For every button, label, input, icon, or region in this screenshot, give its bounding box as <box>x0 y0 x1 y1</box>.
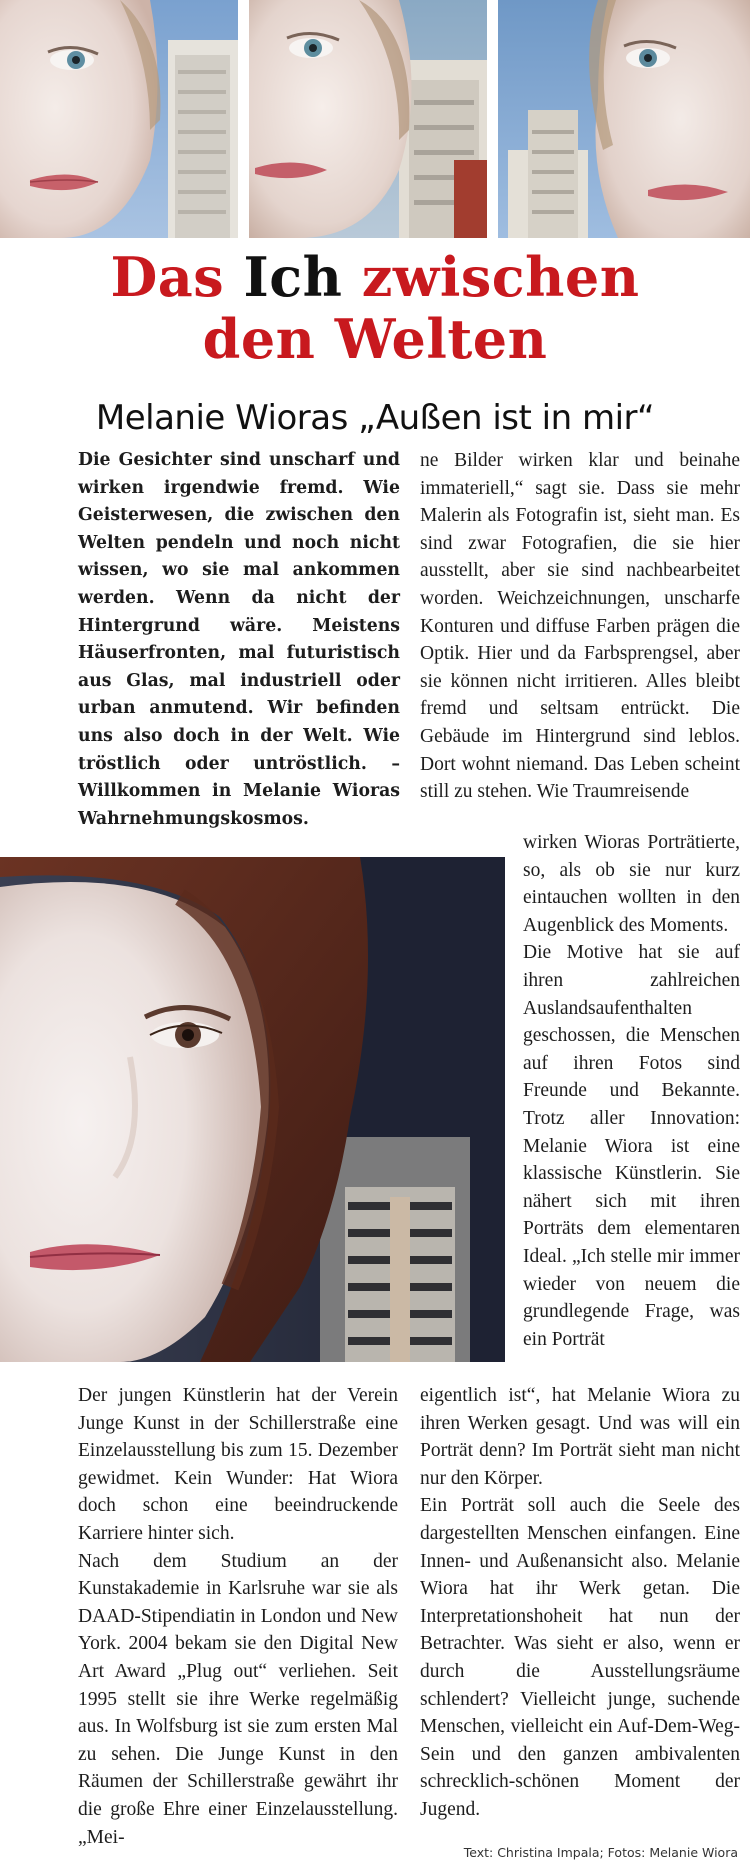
photo-face-middle <box>249 0 487 238</box>
headline <box>0 246 750 370</box>
body-text: eigentlich ist“, hat Melanie Wiora zu ihren Werken gesagt. Und was will ein Porträt denn? Im Porträt sieht man nicht nur den Körper. <box>420 1385 740 1489</box>
headline-line-2: den Welten <box>202 307 548 371</box>
body-column-left-lower <box>78 1382 398 1851</box>
lead-text: Die Gesichter sind unscharf und wirken irgendwie fremd. Wie Geisterwesen, die zwischen den Welten pendeln und noch nicht wissen, wo sie mal ankommen werden. Wenn da nicht der Hintergrund wäre. Meistens Häuserfronten, mal futuristisch aus Glas, mal industriell oder urban anmutend. Wir befinden uns also doch in der Welt. Wie tröstlich oder untröstlich. – Willkommen in Melanie Wioras Wahrnehmungskosmos. <box>78 450 400 829</box>
photo-face-left <box>0 0 238 238</box>
body-text: wirken Wioras Porträtierte, so, als ob sie nur kurz eintauchen wollten in den Augenblick des Moments. <box>523 832 740 936</box>
photo-face-right <box>498 0 750 238</box>
body-text: ne Bilder wirken klar und beinahe immateriell,“ sagt sie. Dass sie mehr Malerin als Fotografin ist, sieht man. Es sind zwar Fotografien, die sie hier ausstellt, aber sie sind nachbearbeitet worden. Weichzeichnungen, unscharfe Konturen und diffuse Farben prägen die Optik. Hier und da Farbsprengsel, aber sie können nicht irritieren. Alles bleibt fremd und seltsam entrückt. Die Gebäude im Hintergrund sind leblos. Dort wohnt niemand. Das Leben scheint still zu stehen. Wie Traumreisende <box>420 450 740 803</box>
photo-credit: Text: Christina Impala; Fotos: Melanie Wiora <box>463 1845 738 1860</box>
body-column-right-upper <box>420 447 740 806</box>
body-text: Die Motive hat sie auf ihren zahlreichen Auslandsaufenthalten geschossen, die Menschen auf ihren Fotos sind Freunde und Bekannte. Trotz aller Innovation: Melanie Wiora ist eine klassische Künstlerin. Sie nähert sich mit ihren Porträts dem elementaren Ideal. „Ich stelle mir immer wieder von neuem die grundlegende Frage, was ein Porträt <box>523 942 740 1350</box>
photo-portrait-large <box>0 857 505 1362</box>
body-column-right-narrow <box>523 829 740 1353</box>
subheadline: Melanie Wioras „Außen ist in mir“ <box>95 398 655 438</box>
headline-word-das: Das <box>110 245 225 309</box>
body-text: Nach dem Studium an der Kunstakademie in Karlsruhe war sie als DAAD-Stipendiatin in London und New York. 2004 bekam sie den Digital New Art Award „Plug out“ verliehen. Seit 1995 stellt sie ihre Werke regelmäßig aus. In Wolfsburg ist sie zum ersten Mal zu sehen. Die Junge Kunst in den Räumen der Schillerstraße gewährt ihr die große Ehre einer Einzelausstellung. „Mei- <box>78 1550 398 1848</box>
body-text: Der jungen Künstlerin hat der Verein Junge Kunst in der Schillerstraße eine Einzelausstellung bis zum 15. Dezember gewidmet. Kein Wunder: Hat Wiora doch schon eine beeindruckende Karriere hinter sich. <box>78 1385 398 1544</box>
top-photo-strip <box>0 0 750 238</box>
lead-paragraph <box>78 447 400 833</box>
headline-word-ich: Ich <box>243 245 343 309</box>
headline-line-1 <box>0 246 750 308</box>
headline-word-zwischen: zwischen <box>361 245 640 309</box>
body-text: Ein Porträt soll auch die Seele des dargestellten Menschen einfangen. Eine Innen- und Außenansicht also. Melanie Wiora hat ihr Werk getan. Die Interpretationshoheit hat nun der Betrachter. Was sieht er also, wenn er durch die Ausstellungsräume schlendert? Vielleicht junge, suchende Menschen, vielleicht ein Auf-Dem-Weg-Sein und den ganzen ambivalenten schrecklich-schönen Moment der Jugend. <box>420 1495 740 1820</box>
body-column-right-lower <box>420 1382 740 1824</box>
